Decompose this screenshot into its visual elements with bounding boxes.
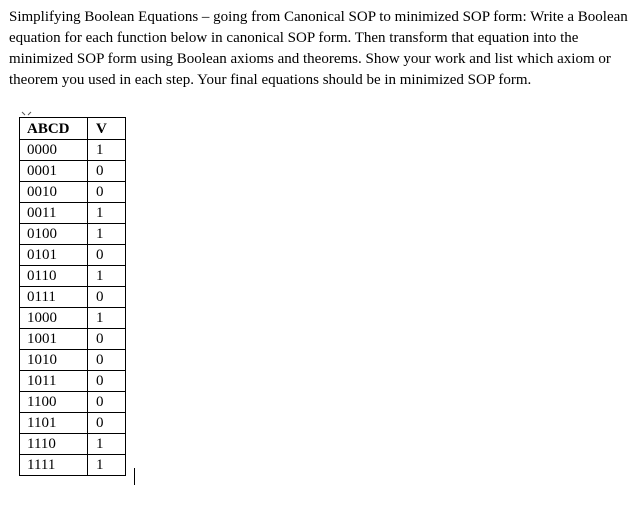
cell-v: 0	[88, 350, 126, 371]
cell-v: 0	[88, 329, 126, 350]
table-row	[20, 224, 126, 245]
cell-abcd: 0111	[20, 287, 88, 308]
cell-v: 1	[88, 308, 126, 329]
cell-v: 0	[88, 413, 126, 434]
truth-table-header-row	[20, 118, 126, 140]
cell-v: 0	[88, 392, 126, 413]
table-row	[20, 350, 126, 371]
cell-abcd: 1111	[20, 455, 88, 476]
table-row	[20, 392, 126, 413]
truth-table	[19, 117, 126, 476]
table-row	[20, 413, 126, 434]
table-row	[20, 182, 126, 203]
cell-abcd: 0011	[20, 203, 88, 224]
cell-v: 0	[88, 161, 126, 182]
cell-v: 1	[88, 140, 126, 161]
table-row	[20, 203, 126, 224]
table-row	[20, 245, 126, 266]
cell-v: 1	[88, 224, 126, 245]
table-row	[20, 287, 126, 308]
cell-abcd: 0001	[20, 161, 88, 182]
cell-v: 1	[88, 203, 126, 224]
cell-abcd: 1010	[20, 350, 88, 371]
header-abcd: ABCD	[20, 118, 88, 140]
cell-v: 0	[88, 287, 126, 308]
cell-v: 1	[88, 455, 126, 476]
table-row	[20, 161, 126, 182]
cell-abcd: 1011	[20, 371, 88, 392]
cell-abcd: 0110	[20, 266, 88, 287]
cell-v: 0	[88, 182, 126, 203]
table-row	[20, 371, 126, 392]
instructions-paragraph: Simplifying Boolean Equations – going from Canonical SOP to minimized SOP form: Write a Boolean equation for each function below in canonical SOP form. Then transform that equation into the minimized SOP form using Boolean axioms and theorems. Show your work and list which axiom or theorem you used in each step. Your final equations should be in minimized SOP form.	[9, 9, 628, 88]
table-row	[20, 266, 126, 287]
cell-abcd: 0101	[20, 245, 88, 266]
truth-table-container	[19, 117, 126, 476]
cell-abcd: 1001	[20, 329, 88, 350]
cell-abcd: 0000	[20, 140, 88, 161]
table-row	[20, 329, 126, 350]
table-row	[20, 434, 126, 455]
cell-v: 1	[88, 434, 126, 455]
cell-v: 0	[88, 371, 126, 392]
cell-abcd: 0010	[20, 182, 88, 203]
header-v: V	[88, 118, 126, 140]
cell-abcd: 1110	[20, 434, 88, 455]
cell-abcd: 1000	[20, 308, 88, 329]
cell-v: 0	[88, 245, 126, 266]
table-row	[20, 140, 126, 161]
table-row	[20, 308, 126, 329]
cell-abcd: 1101	[20, 413, 88, 434]
text-cursor[interactable]	[134, 468, 135, 485]
cell-abcd: 0100	[20, 224, 88, 245]
cell-abcd: 1100	[20, 392, 88, 413]
table-row	[20, 455, 126, 476]
cell-v: 1	[88, 266, 126, 287]
